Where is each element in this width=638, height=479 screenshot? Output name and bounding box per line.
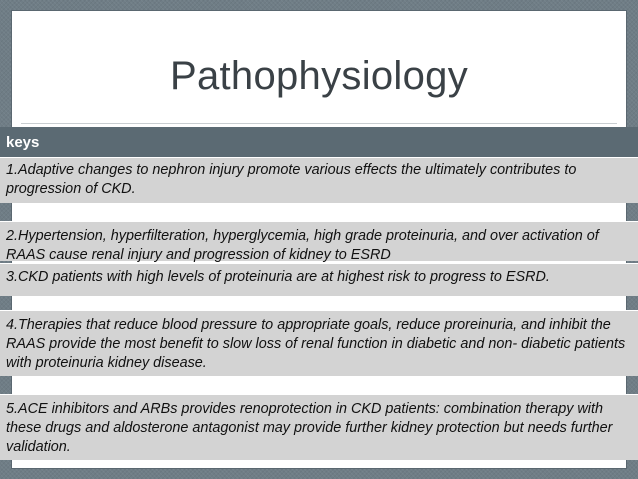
table-row-5: 5.ACE inhibitors and ARBs provides renoprotection in CKD patients: combination therapy with these drugs and aldosterone antagonist may provide further kidney protection but needs further validation. <box>0 394 638 460</box>
table-row-1: 1.Adaptive changes to nephron injury promote various effects the ultimately contributes to progression of CKD. <box>0 157 638 203</box>
table-header: keys <box>0 127 638 157</box>
table-row-2: 2.Hypertension, hyperfilteration, hyperglycemia, high grade proteinuria, and over activation of RAAS cause renal injury and progression of kidney to ESRD <box>0 221 638 261</box>
title-area <box>11 10 627 126</box>
title-divider <box>21 123 617 124</box>
table-row-3: 3.CKD patients with high levels of proteinuria are at highest risk to progress to ESRD. <box>0 263 638 296</box>
keys-table <box>0 127 638 479</box>
table-row-4: 4.Therapies that reduce blood pressure to appropriate goals, reduce proreinuria, and inhibit the RAAS provide the most benefit to slow loss of renal function in diabetic and non- diabetic patients with proteinuria kidney disease. <box>0 310 638 376</box>
slide-title: Pathophysiology <box>169 54 469 98</box>
